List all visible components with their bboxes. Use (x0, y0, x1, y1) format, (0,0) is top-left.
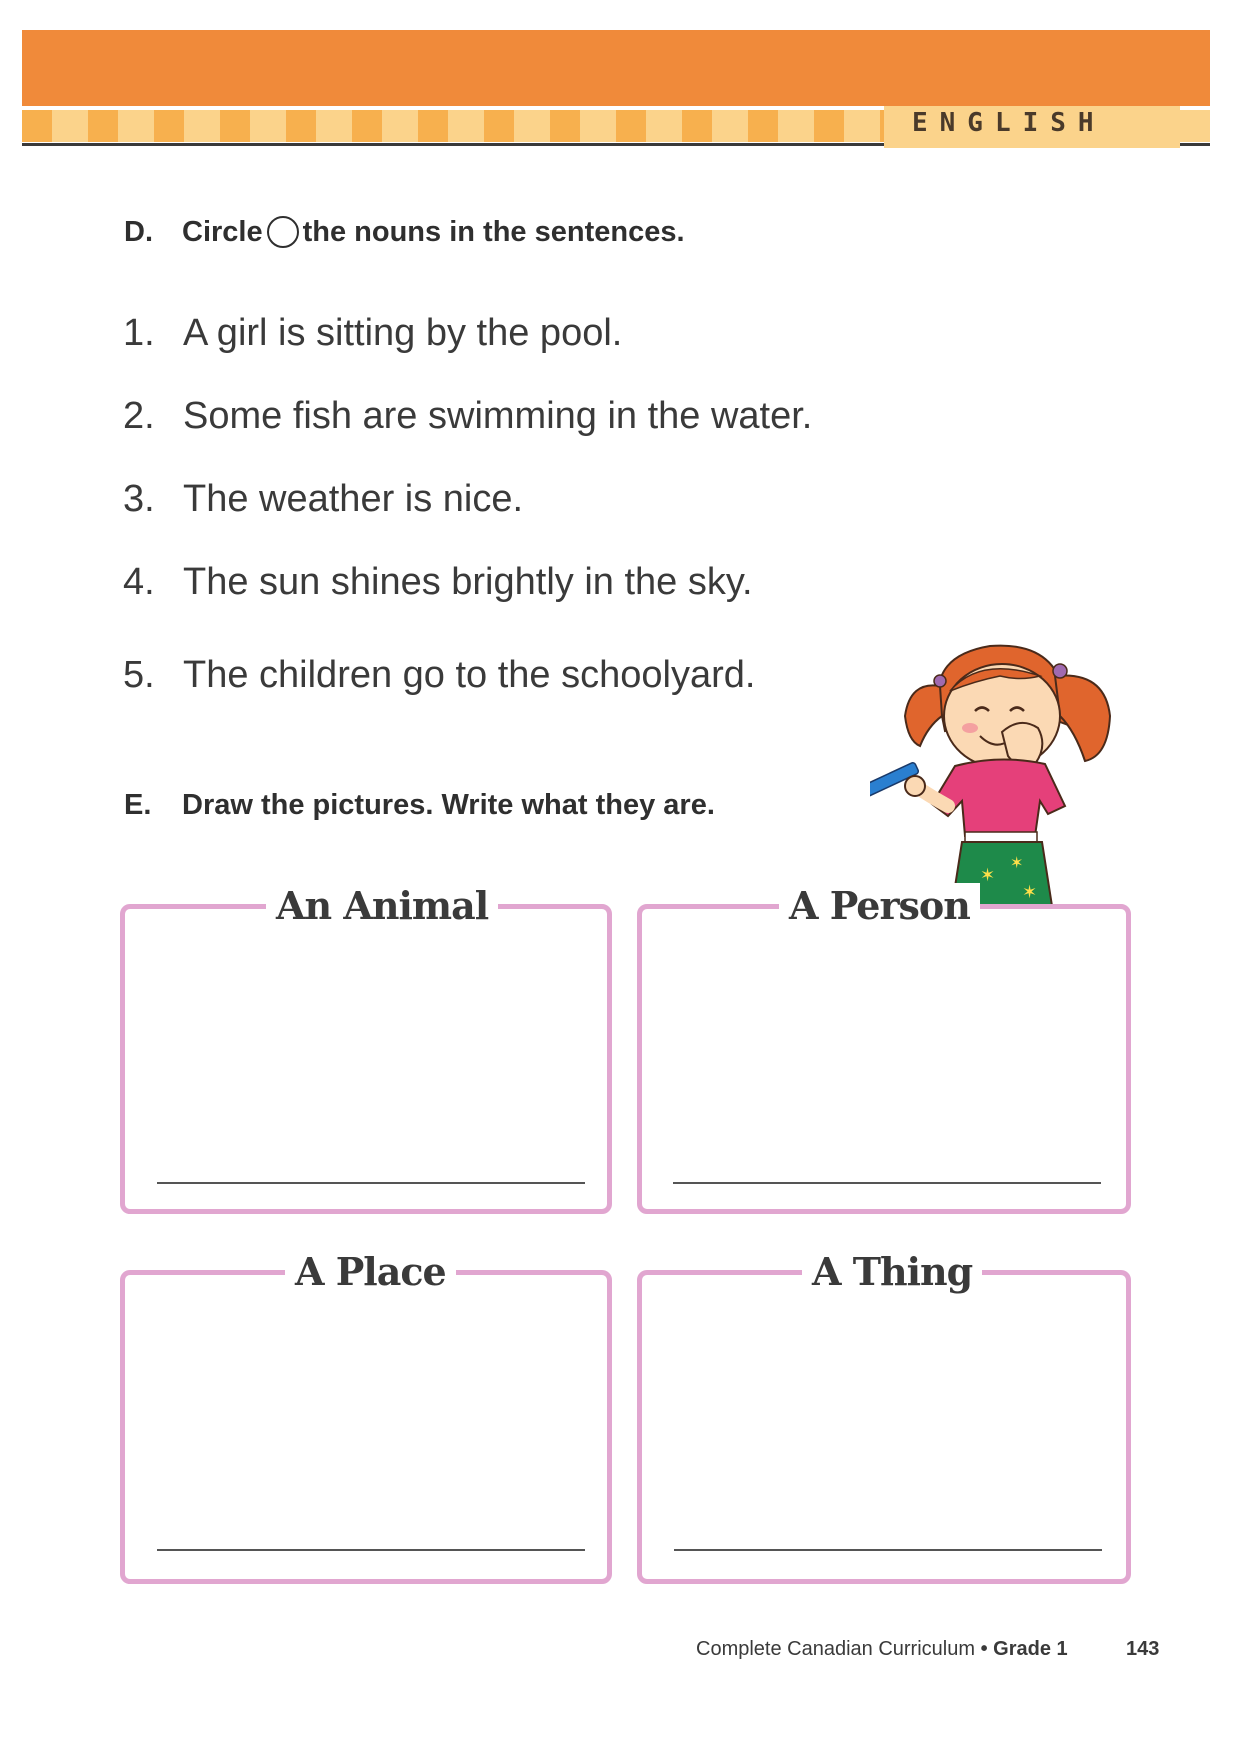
box-title: A Place (285, 1249, 456, 1294)
sentence-number: 3. (123, 478, 155, 520)
box-title: A Person (779, 883, 980, 928)
girl-with-pencil-illustration (870, 636, 1140, 906)
draw-box-thing[interactable] (637, 1249, 1131, 1584)
header-banner (22, 30, 1210, 106)
sentence-text[interactable]: The sun shines brightly in the sky. (183, 561, 753, 603)
svg-text:✶: ✶ (1022, 882, 1038, 903)
sentence-item (123, 312, 622, 355)
sentence-number: 2. (123, 395, 155, 437)
sentence-item (123, 654, 755, 697)
sentence-item (123, 395, 812, 438)
draw-box-person[interactable] (637, 883, 1131, 1214)
draw-box-animal[interactable] (120, 883, 612, 1214)
box-title: An Animal (266, 883, 498, 928)
draw-box-place[interactable] (120, 1249, 612, 1584)
page-number: 143 (1126, 1638, 1160, 1660)
instruction-text: the nouns in the sentences. (302, 216, 685, 248)
instruction-text: Draw the pictures. Write what they are. (182, 789, 715, 821)
bullet: • (980, 1638, 988, 1660)
section-letter: D. (124, 216, 153, 248)
sentence-text[interactable]: Some fish are swimming in the water. (183, 395, 813, 437)
sentence-number: 1. (123, 312, 155, 354)
section-letter: E. (124, 789, 152, 821)
instruction-text: Circle (182, 216, 263, 248)
section-d-heading (124, 216, 685, 249)
svg-text:✶: ✶ (1010, 853, 1024, 872)
box-title: A Thing (802, 1249, 982, 1294)
sentence-text[interactable]: The children go to the schoolyard. (183, 654, 756, 696)
section-e-heading (124, 789, 715, 822)
footer-book-title (696, 1638, 1068, 1661)
answer-line[interactable] (673, 1182, 1101, 1184)
svg-text:✶: ✶ (980, 865, 996, 886)
sentence-item (123, 561, 753, 604)
circle-icon (267, 216, 299, 248)
answer-line[interactable] (157, 1182, 585, 1184)
answer-line[interactable] (157, 1549, 585, 1551)
sentence-item (123, 478, 523, 521)
sentence-number: 5. (123, 654, 155, 696)
subject-label: ENGLISH (912, 108, 1106, 138)
sentence-text[interactable]: The weather is nice. (183, 478, 524, 520)
sentence-text[interactable]: A girl is sitting by the pool. (183, 312, 623, 354)
book-name: Complete Canadian Curriculum (696, 1638, 976, 1660)
grade-label: Grade 1 (993, 1638, 1068, 1660)
answer-line[interactable] (674, 1549, 1102, 1551)
sentence-number: 4. (123, 561, 155, 603)
